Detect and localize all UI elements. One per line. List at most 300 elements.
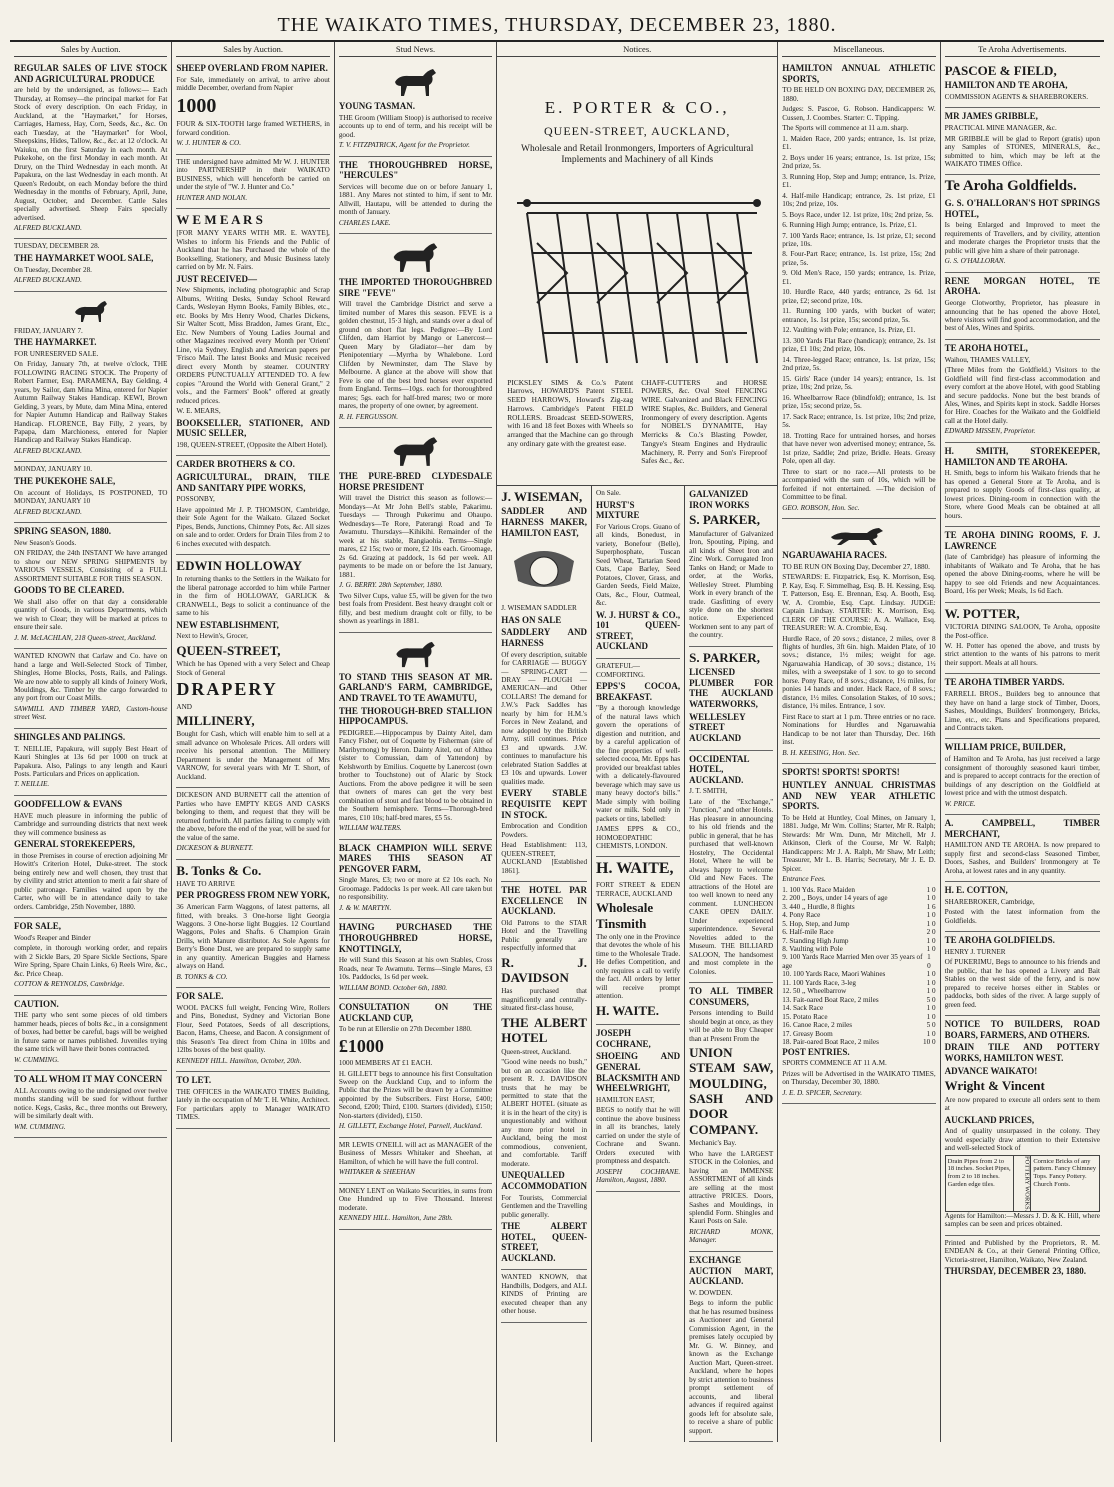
ad-body: Two Silver Cups, value £5, will be given for the two best foals from President. Best heavy draught colt or filly, and best medium draught colt or filly, to be shown as yearlings in 1881. [338, 591, 493, 626]
ad-title: RENE MORGAN HOTEL, TE AROHA. [944, 275, 1100, 297]
sports-event-item: 5. Boys Race, under 12. 1st prize, 10s; 2nd prize, 5s. [782, 210, 934, 219]
huntley-event-fee: 1 0 [926, 970, 936, 979]
column-heading: Te Aroha Advertisements. [945, 42, 1100, 57]
ad-albert-hotel [501, 882, 587, 1270]
ad-product-lists [507, 379, 767, 466]
huntley-event-row [782, 1038, 935, 1046]
ad-signature: WILLIAM WALTERS. [338, 824, 402, 833]
ad-huntley-sports [782, 764, 935, 1104]
ad-timber-consumers [689, 983, 773, 1252]
ad-name: G. S. O'HALLORAN'S HOT SPRINGS HOTEL, [944, 198, 1100, 219]
huntley-event-row [782, 928, 935, 936]
ad-body: New Shipments, including photographic and Scrap Albums, Writing Desks, Sunday School Reward Cards, Wesleyan Hymn Books, Family Bibles, etc., etc. Books by Mrs Henry Wood, Charles Dickens, Sir Walter Scott, Miss Braddon, James Grant, Etc., Etc. New Numbers of Young Ladies Journal and other Magazines received every Month per 'Orient' Line, via Sydney. English and American papers per 'Frisco Mail. The latest Books and Music received direct every Month by steamer. COUNTRY ORDERS PUNCTUALLY ATTENDED TO. A few copies "Around the World with General Grant," 2 vols., and the Farmers' Book" offered at greatly reduced prices. [176, 286, 330, 405]
ad-hamilton-athletic-sports [782, 60, 935, 519]
column-sales-by-auction-1 [10, 42, 172, 1442]
ad-body: George Clotworthy, Proprietor, has pleasure in announcing that he has opened the above Hotel, where visitors will find good accommodation, and the best of Ales, Wines and Spirits. [944, 299, 1100, 333]
ad-w-potter [945, 603, 1100, 675]
column-heading: Miscellaneous. [782, 42, 935, 57]
ad-title: GOODFELLOW & EVANS [14, 798, 123, 809]
ad-agents: Agents for Hamilton:—Messrs J. D. & K. Hill, where samples can be seen and prices obtained. [944, 1211, 1100, 1229]
ad-date: MONDAY, JANUARY 10. [14, 465, 93, 474]
ad-body: Posted with the latest information from the Goldfields. [944, 908, 1100, 925]
ad-drapery: DRAPERY [176, 679, 278, 700]
ad-body: On Tuesday, December 28. [14, 265, 92, 274]
ad-signature: B. H. KEESING, Hon. Sec. [782, 748, 860, 757]
ad-signature: W. J. HURST & CO., 101 QUEEN-STREET, AUCKLAND [596, 609, 681, 652]
imprint-text: Printed and Published by the Proprietors, R. M. ENDEAN & Co., at their General Printing Office, Victoria-street, Hamilton, Waikato, New Zealand. [944, 1238, 1100, 1264]
newspaper-page [10, 8, 1104, 1472]
ad-hursts-mixture [596, 486, 680, 659]
huntley-event-row [782, 1030, 935, 1038]
ad-body: BEGS to notify that he will continue the above business in all its branches, lately carried on under the style of Cochrane and Swann. Orders executed with promptness and despatch. [596, 1106, 681, 1166]
huntley-event-row [782, 1021, 935, 1029]
ad-hotel-name: THE ALBERT HOTEL [501, 1014, 588, 1046]
ad-date: TUESDAY, DECEMBER 28. [14, 242, 100, 251]
ad-title: REGULAR SALES OF LIVE STOCK AND AGRICULTURAL PRODUCE [14, 63, 168, 84]
ad-title: JOSEPH COCHRANE, [596, 1028, 651, 1049]
ad-signature: ALFRED BUCKLAND. [14, 223, 82, 232]
ad-signature: ALFRED BUCKLAND. [14, 276, 82, 285]
ad-label: On Sale. [596, 489, 621, 498]
ad-subtitle: Mechanic's Bay. [689, 1139, 737, 1148]
ad-name: S. PARKER, [689, 512, 761, 528]
ad-signature: T. V. FITZPATRICK, Agent for the Proprietor. [338, 141, 470, 150]
ad-post-entries: POST ENTRIES. [782, 1046, 850, 1057]
ad-body: Which he has Opened with a very Select and Cheap Stock of General [176, 660, 330, 677]
ad-signature: H. WAITE. [596, 1002, 660, 1018]
huntley-event-fee: 1 0 [926, 936, 936, 945]
ad-signature: SAWMILL AND TIMBER YARD, Custom-house street West. [14, 704, 168, 722]
ad-body: And of quality unsurpassed in the colony. They would especially draw attention to their Extensive and well-selected Stock of [944, 1127, 1100, 1153]
ad-address: Queen-street, Auckland. [501, 1047, 571, 1056]
ad-subtitle: GENERAL STOREKEEPERS, [14, 839, 135, 850]
sports-event-item: 9. Old Men's Race, 150 yards; entrance, 1s. Prize, £1. [782, 269, 936, 286]
ad-body: ALL Accounts owing to the undersigned over twelve months standing will be sued for without further notice. Kegs, Casks, &c., three months out Brewery, will be similarly dealt with. [14, 1086, 168, 1121]
ad-body: complete, in thorough working order, and repairs with 2 Sickle Bars, 20 Spare Sickle Sections, Spare Wire Spring, Spare Chain Links, 6) Reels Wire, &c., &c. Price Cheap. [14, 944, 168, 978]
ad-title: SHEEP OVERLAND FROM NAPIER. [176, 63, 328, 74]
pottery-table-mid: POTTERY WORKS. [1014, 1156, 1031, 1211]
ad-signature: KENNEDY HILL. Hamilton, October, 20th. [176, 1056, 302, 1065]
huntley-event-row [782, 903, 935, 911]
ad-title: THE HOTEL PAR EXCELLENCE IN AUCKLAND. [501, 885, 588, 917]
huntley-event-name: 11. 100 Yards Race, 3-leg [782, 978, 857, 987]
ad-subtitle: EVERY STABLE REQUISITE KEPT IN STOCK. [501, 788, 588, 820]
huntley-event-fee: 1 6 [926, 902, 936, 911]
ad-lewis-oneill [339, 1138, 492, 1184]
ad-body: (Three Miles from the Goldfield.) Visitors to the Goldfield will find first-class accommodation and every comfort at the above Hotel, with good Stabling and secure paddocks. None but the best brands of Ales, Wines, and Spirits kept in stock. Saddle Horses for Hire. Coaches for the Waikato and the Goldfield call at the Hotel daily. [944, 366, 1100, 425]
huntley-event-name: 2. 200 ,, Boys, under 14 years of age [782, 894, 888, 903]
ad-body: W. H. Potter has opened the above, and trusts by strict attention to the wants of his patrons to merit their support. Meals at all hours. [944, 641, 1100, 667]
column-notices [497, 42, 778, 1442]
ad-signature: W. J. HUNTER & CO. [176, 139, 242, 148]
ad-subtitle: JUST RECEIVED— [176, 273, 258, 284]
ad-fee-heading: Entrance Fees. [782, 875, 826, 884]
ad-description: Wholesale and Retail Ironmongers, Importers of Agricultural Implements and Machinery of all Kinds [521, 144, 754, 166]
ad-knottingly [339, 919, 492, 999]
ad-signature: CHARLES LAKE. [338, 218, 391, 227]
ad-note: First Race to start at 1 p.m. Three entries or no race. Nominations for Hurdles and Ngaruawahia Handicap to be not later than Thursday, Dec. 16th inst. [782, 712, 936, 747]
ad-signature: JAMES EPPS & CO., HOMOEOPATHIC CHEMISTS, LONDON. [596, 825, 681, 850]
ad-body: On account of Holidays, IS POSTPONED, TO MONDAY, JANUARY 10 [14, 488, 168, 506]
ad-epps-cocoa [596, 659, 680, 857]
horse-illustration-icon [339, 66, 492, 98]
page-grid [10, 42, 1104, 1442]
ad-galvanized-iron [689, 486, 773, 647]
ad-address: FORT STREET & EDEN TERRACE, AUCKLAND [596, 881, 681, 898]
huntley-event-fee: 1 0 [926, 894, 936, 903]
ad-title: BLACK CHAMPION WILL SERVE MARES THIS SEASON AT PENGOVER FARM, [338, 842, 493, 874]
ad-body: Will travel the Cambridge District and serve a limited number of Mares this season. FEVE is a golden chestnut, 15·3 high, and stands over a deal of ground on short flat legs. Pedigree:—By Lord Clifden, dam Harriot by Mango or Lanercost—Queen Mary by Gladiator—her dam by Plenipotentiary —Myrrha by Whalebone. Lord Clifden by Newminster, dam The Slave by Melbourne. A glance at the above will show that Feve is one of the best bred horses ever exported from England. Terms—10gs. each for thoroughbred mares; 5gs. each for half-bred mares; two or more mares, the property of one owner, by agreement. [338, 300, 493, 411]
ad-haymarket-racing-stock [14, 292, 167, 463]
column-heading: Sales by Auction. [176, 42, 329, 57]
ad-signature: J. E. D. SPICER, Secretary. [782, 1088, 862, 1097]
huntley-event-row [782, 886, 935, 894]
ad-signature: THE ALBERT HOTEL, QUEEN-STREET, AUCKLAND. [501, 1221, 588, 1263]
ad-exchange-auction-mart [689, 1252, 773, 1442]
ad-president [339, 428, 492, 632]
huntley-event-row [782, 979, 935, 987]
ad-subtitle: LICENSED PLUMBER FOR THE AUCKLAND WATERWORKS, [689, 667, 774, 710]
ad-advance: ADVANCE WAIKATO! [944, 1065, 1038, 1076]
ad-spring-season [14, 523, 167, 649]
huntley-event-row [782, 911, 935, 919]
ad-william-price [945, 739, 1100, 815]
ad-title: GALVANIZED IRON WORKS [689, 489, 750, 510]
ad-shingles [14, 729, 167, 796]
sports-event-item: 16. Wheelbarrow Race (blindfold); entrance, 1s. 1st prize, 15s; second prize, 5s. [782, 393, 936, 411]
horse-illustration-icon [339, 240, 492, 274]
ad-title: W. POTTER, [944, 605, 1020, 621]
huntley-event-name: 10. 100 Yards Race, Maori Wahines [782, 970, 886, 979]
ad-signature: R. H. FERGUSSON. [338, 412, 399, 421]
huntley-event-name: 5. Hop, Step, and Jump [782, 919, 850, 928]
ad-title: TE AROHA HOTEL, [944, 342, 1028, 353]
ad-joseph-cochrane [596, 1025, 680, 1192]
ad-signature: W. E. MEARS, [176, 407, 221, 416]
ad-signature: DICKESON & BURNETT. [176, 844, 254, 853]
ad-body: For Various Crops. Guano of all kinds, Bonedust, in variety, Bonefour (Belle), Superphosphate, Tuscan Seed Wheat, Tartarian Seed Oats, Cape Barley, Seed Potatoes, Clover, Grass, and Garden Seeds, Field Maize, Oats, &c., Flour, Oatmeal, &c. [596, 522, 681, 608]
ad-subtitle: PRACTICAL MINE MANAGER, &c. [944, 124, 1057, 133]
ad-signature: B. TONKS & CO. [176, 972, 228, 981]
ad-title: OCCIDENTAL HOTEL, AUCKLAND. [689, 753, 750, 785]
huntley-event-fee: 1 0 [926, 945, 936, 953]
ad-rene-morgan-hotel [945, 273, 1100, 340]
notice-column-3 [685, 486, 777, 1442]
ad-signature: GEO. ROBSON, Hon. Sec. [782, 503, 860, 512]
huntley-event-fee: 1 0 [926, 1004, 936, 1013]
saddle-illustration-icon [501, 541, 587, 601]
ad-body: H. Smith, begs to inform his Waikato friends that he has opened a General Store at Te Aroha, and is prepared to supply Goods of first-class quality, at lowest prices. Dining-room in connection with the Store, where Good Meals can be obtained at all hours. [944, 469, 1100, 520]
ad-title: A. CAMPBELL, TIMBER MERCHANT, [944, 817, 1100, 839]
ad-title: TE AROHA TIMBER YARDS. [944, 677, 1065, 688]
ad-h-e-cotton [945, 882, 1100, 932]
ad-role: BOOKSELLER, STATIONER, AND MUSIC SELLER, [176, 417, 330, 439]
huntley-event-name: 16. Canoe Race, 2 miles [782, 1021, 853, 1030]
ad-black-champion [339, 840, 492, 920]
ad-title: THE PUKEKOHE SALE, [14, 475, 116, 486]
ad-races: Hurdle Race, of 20 sovs.; distance, 2 miles, over 8 flights of hurdles, 3ft 6in. high. Maiden Plate, of 10 sovs.; distance, 1½ miles; weight for age. Ngaruawahia Handicap, of 30 sovs.; distance, 1½ miles, with a sweepstake of 1 sov. to go to second horse. Pony Race, of 8 sovs.; distance, 1½ miles, for ponies 14 hands and under. Hack Race, of 8 sovs.; distance, 1½ miles. Consolation Stakes, of 10 sovs.; distance, 1¼ miles. Entrance, 1 sov. [782, 634, 936, 711]
ad-body: Has purchased that magnificently and centrally-situated first-class house, [501, 987, 588, 1013]
ad-porter-ironmongers [497, 60, 777, 486]
sports-event-item: 2. Boys under 16 years; entrance, 1s. 1st prize, 15s; 2nd prize, 5s. [782, 153, 936, 171]
pottery-table-right: Cornice Bricks of any pattern. Fancy Chimney Tops. Fancy Pottery. Church Fonts. [1033, 1157, 1096, 1188]
harrow-illustration-icon [507, 173, 767, 373]
ad-subtitle: AUCKLAND PRICES, [944, 1114, 1035, 1125]
ad-officials: Judges: S. Pascoe, G. Robson. Handicappers: W. Cussen, J. Coombes. Starter: C. Tipping. [782, 105, 936, 122]
ad-body: Of every description, suitable for CARRIAGE — BUGGY — SPRING-CART — DRAY — PLOUGH — AMERICAN—and Other COLLARS! The demand for J.W.'s Pack Saddles has nearly by him for H.M.'s Forces in New Zealand, and now adopted by the British Army, still continues. Price £3 and upwards. J.W. continues to manufacture his celebrated Station Saddles at £3 10s and upwards. Lower qualities made. [501, 650, 588, 786]
masthead: THE WAIKATO TIMES, THURSDAY, DECEMBER 23, 1880. [10, 8, 1104, 42]
ad-signature: ALFRED BUCKLAND. [14, 507, 82, 516]
column-stud-news [335, 42, 497, 1442]
huntley-event-fee: 1 0 [926, 987, 936, 996]
sports-event-item: 3. Running Hop, Step and Jump; entrance, 1s. Prize, £1. [782, 172, 936, 190]
ad-body: Who have the LARGEST STOCK in the Colonies, and having an IMMENSE ASSORTMENT of all kinds are selling at the most attractive PRICES. Doors, Sashes and Mouldings, in splendid Form. Shingles and Kauri Posts on Sale. [689, 1149, 774, 1226]
ad-body: Manufacturer of Galvanized Iron, Spouting, Piping, and all kinds of Sheet Iron and Zinc Work. Corrugated Iron Tanks on Hand; or Made to order, at the Works, Wellesley Street. Plumbing Work in every branch of the trade. Gasfitting of every style done on the shortest notice. Experienced Workmen sent to any part of the country. [689, 529, 774, 640]
column-heading: Notices. [497, 42, 777, 57]
ad-subtitle: Waihou, THAMES VALLEY, [944, 355, 1031, 364]
ad-young-tasman [339, 60, 492, 157]
ad-signature: COTTON & REYNOLDS, Cambridge. [14, 980, 125, 989]
huntley-event-fee: 10 0 [923, 1038, 936, 1047]
ad-title: EXCHANGE AUCTION MART, AUCKLAND. [689, 1254, 774, 1287]
ad-money-lent [339, 1184, 492, 1230]
ad-tonks [176, 860, 329, 989]
ad-title: TE AROHA DINING ROOMS, F. J. LAWRENCE [944, 530, 1100, 551]
ad-signature: G. S. O'HALLORAN. [944, 257, 1006, 266]
ad-notice-to-builders [945, 1016, 1100, 1236]
ad-title: THE IMPORTED THOROUGHBRED SIRE "FEVE" [338, 277, 493, 298]
pottery-table [945, 1155, 1100, 1212]
ad-body: Is being Enlarged and Improved to meet the requirements of Travellers, and by civility, attention and moderate charges the Proprietor trusts that the public will give him a share of their patronage. [944, 221, 1100, 255]
ad-name: HENRY J. TURNER [944, 947, 1006, 956]
ad-start: The Sports will commence at 11 a.m. sharp. [782, 124, 909, 133]
ad-title: E. PORTER & CO., [544, 98, 730, 118]
ad-body: [FOR MANY YEARS WITH MR. E. WAYTE], Wishes to inform his Friends and the Public of Auckland that he has Purchased the whole of the Bookselling, Stationery, and Music Business lately carried on by Mr. N. Fairs. [176, 229, 330, 272]
huntley-event-fee: 1 0 [926, 1012, 936, 1021]
sports-event-item: 7. 100 Yards Race; entrance, 1s. 1st prize, £1; second prize, 10s. [782, 231, 936, 248]
ad-dickeson-burnett [176, 788, 329, 859]
huntley-event-name: 4. Pony Race [782, 911, 821, 920]
ad-title: THE THOROUGHBRED HORSE, "HERCULES" [338, 159, 493, 181]
ad-caution [14, 996, 167, 1072]
imprint-date: THURSDAY, DECEMBER 23, 1880. [944, 1266, 1086, 1277]
ad-body: MONEY LENT on Waikato Securities, in sums from One Hundred up to Five Thousand. Interest moderate. [338, 1186, 493, 1212]
ad-h-smith [945, 443, 1100, 527]
sports-event-item: 13. 300 Yards Flat Race (handicap); entrance, 2s. 1st prize, £1 10s; 2nd prize, 10s. [782, 336, 936, 354]
ad-signature: WM. CUMMING. [14, 1122, 66, 1131]
ad-body: For Sale, immediately on arrival, to arrive about middle December, overland from Napier [176, 75, 330, 93]
ad-body: DICKESON AND BURNETT call the attention of Parties who have EMPTY KEGS AND CASKS belonging to them, and request that they will be returned forthwith. All parties failing to comply with the above, before the end of the year, will be sued for the value of the same. [176, 791, 330, 842]
ad-street: QUEEN-STREET, [176, 642, 281, 658]
ad-te-aroha-dining-rooms [945, 527, 1100, 603]
ad-to-all-whom [14, 1071, 167, 1138]
huntley-event-row [782, 937, 935, 945]
ad-body: Services will become due on or before January 1, 1881. Any Mares not stinted to him, if sent to Mr. Allwill, Hautapu, will be attended to during the month of January. [338, 182, 493, 217]
ad-body: THE Groom (William Stoop) is authorised to receive accounts up to end of term, and his receipt will be good. [338, 113, 493, 139]
ad-hippocampus [339, 633, 492, 840]
ad-body: THE OFFICES in the WAIKATO TIMES Building, lately in the occupation of Mr T. H. White, Architect. For particulars apply to Manager WAIKATO TIMES. [176, 1088, 330, 1122]
ad-body: He will Stand this Season at his own Stables, Cross Roads, near Te Awamutu. Terms—Single Mares, £3 10s. Paddocks, 1s 6d per week. [338, 956, 493, 982]
ad-body: Bought for Cash, which will enable him to sell at a small advance on Wholesale Prices. All orders will receive his personal attention. The Millinery Department is under the Management of Mrs VARNOW, for several years with Mr T. Short, of Auckland. [176, 730, 330, 781]
ad-reaper-binder [14, 918, 167, 996]
ad-signature: EDWARD MISSEN, Proprietor. [944, 427, 1036, 436]
huntley-event-fee: 1 0 [927, 953, 931, 970]
ad-body: WOOL PACKS full weight, Fencing Wire, Rollers and Pins, Bonedust, Sydney and Victorian Bone Flour, Seed Potatoes, Seeds of all descriptions, Bacon, Hams, Cheese, and Bacon. A consignment of this Season's Tea direct from China in 10lbs and 12lbs boxes of the best quality. [176, 1004, 330, 1055]
ad-address: Head Establishment: 113, QUEEN-STREET, AUCKLAND [Established 1861]. [501, 841, 588, 875]
ad-body: H. GILLETT begs to announce his first Consultation Sweep on the Auckland Cup, and to inform the Public that the Prizes will be drawn by a Committee appointed by the Subscribers. First Horse, £400; Second, £200; Third, £100. Starters (divided), £150; Non-starters (divided), £150. [338, 1069, 493, 1120]
ad-subtitle: HUNTLEY ANNUAL CHRISTMAS AND NEW YEAR ATHLETIC SPORTS. [782, 779, 936, 812]
ad-location: POSSONBY, [176, 495, 215, 504]
ad-signature: W. PRICE. [944, 799, 976, 808]
ad-body: MR GRIBBLE will be glad to Report (gratis) upon any Samples of STONES, MINERALS, &c., submitted to him, which may be left at the WAIKATO TIMES Office. [944, 134, 1100, 168]
ad-signature: WHITAKER & SHEEHAN [338, 1168, 415, 1177]
sports-event-item: 14. Three-legged Race; entrance, 1s. 1st prize, 15s; 2nd prize, 5s. [782, 355, 936, 373]
ad-body: THE party who sent some pieces of old timbers hammer heads, pieces of bolts &c., in a consignment of boxes, had better be careful, bags will be weighed in future same or names published. Juveniles trying the same trick will have their bones contracted. [14, 1011, 168, 1054]
ad-body: are held by the undersigned, as follows:— Each Thursday, at Romsey—the principal market for Fat Stock of every description. On each Friday, in Auckland, at the "Haymarket," for Horses, Carriages, Harness, Hay, Corn, Seeds, &c., &c. On each Tuesday, at the "Haymarket" for Wool, Sheepskins, Hides, Tallow, &c., &c. at 12 o'clock. At Waiuku, on the first Saturday in each month. At Pukekohe, on the first Monday in each month. At Drury, on the Third Wednesday in each month. At Papakura, on the last Wednesday in each month. At Queen's Redoubt, on each Monday before the third Wednesday in the months of February, April, June, August, October, and December. Cattle Sales specially advertised. Sheep Fairs specially advertised. [14, 86, 168, 222]
ad-company: UNION STEAM SAW, MOULDING, SASH AND DOOR COMPANY. [689, 1045, 774, 1137]
ad-signature: KENNEDY HILL. Hamilton, June 28th. [338, 1214, 453, 1223]
ad-to-let [176, 1072, 329, 1129]
ad-ship: PER PROGRESS FROM NEW YORK, [176, 890, 330, 901]
ad-title: CAUTION. [14, 998, 59, 1009]
huntley-event-name: 7. Standing High Jump [782, 936, 849, 945]
huntley-event-fee: 1 0 [926, 1029, 936, 1038]
ad-te-aroha-hotel [945, 340, 1100, 443]
ad-title: EPPS'S COCOA, BREAKFAST. [596, 681, 681, 702]
ad-name: Wright & Vincent [944, 1078, 1045, 1094]
ad-body: (late of Cambridge) has pleasure of informing the inhabitants of Waikato and Te Aroha, that he has opened the above Dining-rooms, where he will be happy to see old Friends and new Acquaintances. Board, 16s per Week; Meals, 1s 6d Each. [944, 553, 1100, 596]
ad-james-gribble [945, 108, 1100, 175]
ad-when: TO BE HELD ON BOXING DAY, DECEMBER 26, 1880. [782, 86, 936, 103]
ad-auckland-cup-consultation [339, 999, 492, 1138]
ad-highlight: UNEQUALLED ACCOMMODATION [501, 1170, 588, 1191]
huntley-event-row [782, 945, 935, 953]
ad-subtitle: HAMILTON AND TE AROHA, [944, 80, 1068, 91]
sports-events-list [782, 135, 935, 466]
ad-body: On Friday, January 7th, at twelve o'clock, THE FOLLOWING RACING STOCK. The Property of Robert Farmer, Esq. PARAMENA, Bay Gelding, 4 years, by Sailor, dam Mina Mina, entered for Napier Autumn Railway Stakes Handicap. KEWI, Brown Gelding, 3 years, by Mute, dam Mina Mina, entered for Napier Autumn Handicap and Railway Stakes Handicap. FLORENCE, Bay Filly, 2 years, by Papapa, dam Marchioness, entered for Napier Handicap and Railway Stakes Handicap. [14, 360, 168, 445]
ad-title: HAMILTON ANNUAL ATHLETIC SPORTS, [782, 63, 936, 84]
column-sales-by-auction-2 [172, 42, 334, 1442]
ad-name: W. DOWDEN. [689, 1288, 733, 1297]
huntley-event-name: 17. Greasy Boom [782, 1029, 833, 1038]
ad-body: Begs to inform the public that he has resumed business as Auctioneer and General Commission Agent, in the premises lately occupied by Mr. G. W. Binney, and known as the Exchange Auction Mart, Queen-street. Auckland, where he hopes by strict attention to business prompt settlement of accounts, and liberal advances if required against goods left for absolute sale, to receive a share of public support. [689, 1299, 774, 1435]
huntley-event-fee: 1 0 [926, 885, 936, 894]
ad-ngaruawahia-races [782, 519, 935, 764]
ad-body: FOUR & SIX-TOOTH large framed WETHERS, in forward condition. [176, 120, 330, 137]
ad-wiseman-saddler [501, 486, 587, 882]
ad-title: J. WISEMAN, [501, 489, 583, 505]
ad-body: THE undersigned have admitted Mr W. J. HUNTER into PARTNERSHIP in their WAIKATO BUSINESS, which will henceforth be carried on under the style of "W. J. Hunter and Co." [176, 157, 330, 192]
ad-signature: J. M. McLACHLAN, 218 Queen-street, Auckland. [14, 633, 157, 642]
notice-column-2 [592, 486, 685, 1442]
ad-body: To be Held at Huntley, Coal Mines, on January 1, 1881. Judge, Mr Wm. Collins; Starter, Mr R. Ralph; Stewards: Mr Wm. Dunn, Mr Mitchell, Mr J. Atkinson, Clerk of the Course, Mr W. Ralph; Handicappers: Mr J. A. Ralph, Mr Shaw, Mr Leith; Treasurer, Mr L. B. Harris; Secretary, Mr J. E. D. Spicer. [782, 813, 936, 873]
ad-edwin-holloway [176, 555, 329, 788]
ad-title: H. SMITH, STOREKEEPER, HAMILTON AND TE AROHA. [944, 445, 1100, 467]
horse-illustration-icon [339, 434, 492, 468]
horse-illustration-icon [339, 639, 492, 669]
column-te-aroha [941, 42, 1104, 1442]
huntley-event-row [782, 970, 935, 978]
ad-goodfellow-evans [14, 796, 167, 918]
ad-te-aroha-timber-yards [945, 674, 1100, 739]
ad-body: PEDIGREE.—Hippocampus by Dainty Aitel, dam Fancy Fisher, out of Coquette by Fisherman (sire of Maribyrnong) by Heron. Dainty Aitel, out of Althea (sister to Comussian, dam of Yattendon) by Kelshworth by Emilius. Coquette by Lanercost (own brother to Touchstone) out of Alaric by Stock Auctions. From the above pedigree it will be seen that owners of mares can get the very best combination of stout and fast blood to be obtained in the Southern hemisphere. Terms—Thorough-bred mares, £10 10s; half-bred mares, £5 5s. [338, 728, 493, 822]
ad-signature: WILLIAM BOND. October 6th, 1880. [338, 983, 448, 992]
ad-title: HURST'S MIXTURE [596, 499, 640, 521]
horse-illustration-icon [14, 298, 167, 324]
ad-title: CARDER BROTHERS & CO. [176, 459, 295, 470]
ad-h-waite [596, 857, 680, 1025]
column-miscellaneous [778, 42, 940, 1442]
ad-subtitle: Wood's Reaper and Binder [14, 933, 91, 942]
sports-event-item: 8. Four-Part Race; entrance, 1s. 1st prize, 15s; 2nd prize, 5s. [782, 250, 936, 267]
ad-title: SHINGLES AND PALINGS. [14, 731, 126, 742]
ad-hercules [339, 157, 492, 235]
ad-for-sale-wool-packs [176, 988, 329, 1072]
ad-title: FOR SALE. [176, 991, 224, 1002]
ad-body: STEWARDS: E. Fitzpatrick, Esq. K. Morrison, Esq. P. Kay, Esq. F. Simmelhag, Esq. B. H. Kessing, Esq. T. Patterson, Esq. E. Brennan, Esq. A. Booth, Esq. W. A. Crombie, Esq. Capt. Lindsay. JUDGE: Captain Lindsay. STARTER: K. Morrison, Esq. CLERK OF THE COURSE: A. A. Wallace, Esq. TREASURER: W. A. Crombie, Esq. [782, 573, 936, 633]
ad-start: SPORTS COMMENCE AT 11 A.M. [782, 1059, 887, 1068]
ad-body: FARRELL BROS., Builders beg to announce that they have on hand a large stock of Timber, Doors, Sashes, Mouldings, Builders' Ironmongery, Bricks, Lime, etc., etc. Plans and Specifications prepared, and Contracts taken. [944, 690, 1100, 732]
ad-body: Embrocation and Condition Powders. [501, 822, 588, 839]
ad-subtitle: SADDLERY AND HARNESS [501, 627, 588, 648]
ad-products-left: PICKSLEY SIMS & Co.'s Patent Harrows, HOWARD'S Patent STEEL SEED HARROWS, Howard's Zig-zag Harrows. Cambridge's Patent FIELD ROLLERS. Broadcast SEED-SOWERS, with 16 and 18 feet Boxes with Wheels so arranged that the Machine can go through any ordinary gate with the greatest ease. [507, 377, 634, 448]
column-heading: Stud News. [339, 42, 492, 57]
ad-note: Prizes will be Advertised in the WAIKATO TIMES, on Thursday, December 30, 1880. [782, 1069, 936, 1087]
ad-occidental-hotel [689, 751, 773, 983]
ad-body: ON FRIDAY, the 24th INSTANT We have arranged to show our NEW SPRING SHIPMENTS by VARIOUS VESSELS, Consisting of a FULL ASSORTMENT SUITABLE FOR THIS SEASON. [14, 549, 168, 583]
ad-title: TO STAND THIS SEASON AT MR. GARLAND'S FARM, CAMBRIDGE, AND TRAVEL TO TE AWAMUTU, [338, 671, 493, 703]
ad-title: NOTICE TO BUILDERS, ROAD BOARS, FARMERS, AND OTHERS. [944, 1019, 1100, 1040]
ad-subtitle: SADDLER AND HARNESS MAKER, HAMILTON EAST, [501, 506, 588, 538]
ad-body: For Tourists, Commercial Gentlemen and the Travelling public generally. [501, 1193, 588, 1219]
ad-subtitle: DRAIN TILE AND POTTERY WORKS, HAMILTON WEST. [944, 1042, 1100, 1064]
notice-grid [497, 486, 777, 1442]
ad-and: AND [176, 702, 192, 711]
ad-products-right: CHAFF-CUTTERS and HORSE POWERS, &c. Oval Steel FENCING WIRE. Galvanized and Black FENCING WIRE Staples, &c. Builders, and General Ironmongery of every description. Agents for NOBEL'S DYNAMITE, Hay Merricks & Co.'s Blasting Powder, Tangye's Steam Engines and Hydraulic Machinery, R. Perry and Son's Fireproof Safes &c., &c. [641, 377, 768, 466]
huntley-event-row [782, 920, 935, 928]
ad-a-campbell [945, 815, 1100, 882]
huntley-event-row [782, 894, 935, 902]
ad-date: FRIDAY, JANUARY 7. [14, 326, 83, 335]
ad-body: In returning thanks to the Settlers in the Waikato for the liberal patronage accorded to him while Partner in the firm of HOLLOWAY, GARLICK & CRANWELL, Begs to solicit a continuance of the same to his [176, 575, 330, 618]
ad-title: THE HAYMARKET. [14, 337, 97, 348]
huntley-event-name: 8. Vaulting with Pole [782, 945, 843, 953]
sports-event-item: 1. Maiden Race, 200 yards; entrance, 1s. 1st prize, £1. [782, 134, 936, 152]
ad-title: MR JAMES GRIBBLE, [944, 111, 1038, 122]
huntley-event-name: 18. Pair-oared Boat Race, 2 miles [782, 1038, 879, 1047]
huntley-event-fee: 5 0 [926, 1021, 936, 1030]
ad-title: WILLIAM PRICE, BUILDER, [944, 742, 1066, 753]
ad-title: H. E. COTTON, [944, 885, 1008, 896]
ad-millinery: MILLINERY, [176, 712, 255, 728]
ad-mears-bookseller [176, 209, 329, 456]
ad-body: Single Mares, £3; two or more at £2 10s each. No Groomage. Paddocks 1s per week. All care taken but no responsibility. [338, 876, 493, 902]
ad-title: CONSULTATION ON THE AUCKLAND CUP, [338, 1002, 493, 1023]
ad-signature: W. CUMMING. [14, 1055, 60, 1064]
ad-body: Are now prepared to execute all orders sent to them at [944, 1095, 1100, 1113]
ad-pascoe-field [945, 60, 1100, 108]
ad-body: Persons intending to Build should begin at once, as they will be able to Buy Cheaper than at Present From the [689, 1009, 774, 1043]
ad-subtitle: SHOEING AND GENERAL BLACKSMITH AND WHEELWRIGHT, [596, 1051, 681, 1094]
ad-title: PASCOE & FIELD, [944, 63, 1057, 79]
ad-title: THE PURE-BRED CLYDESDALE HORSE PRESIDENT [338, 471, 493, 492]
ad-title: SPRING SEASON, 1880. [14, 525, 112, 536]
huntley-event-name: 1. 100 Yds. Race Maiden [782, 885, 856, 894]
huntley-event-row [782, 987, 935, 995]
ad-body: Late of the "Exchange," "Junction," and other Hotels. Has pleasure in announcing to his old friends and the public in general, that he has purchased that well-known Hostelry, The Occidental Hotel, Where he will be always happy to welcome Old and New Faces. The attractions of the Hotel are too well known to need any comment. LUNCHEON CAKE OPEN DAILY. Under experienced superintendence. Several Novelties added to the Museum. THE BILLIARD SALOON, The handsomest and most complete in the Colonies. [689, 797, 774, 976]
ad-signature: J. G. BERRY. 28th September, 1880. [338, 581, 443, 590]
ad-title: HAVING PURCHASED THE THOROUGHBRED HORSE, KNOTTINGLY, [338, 922, 493, 954]
